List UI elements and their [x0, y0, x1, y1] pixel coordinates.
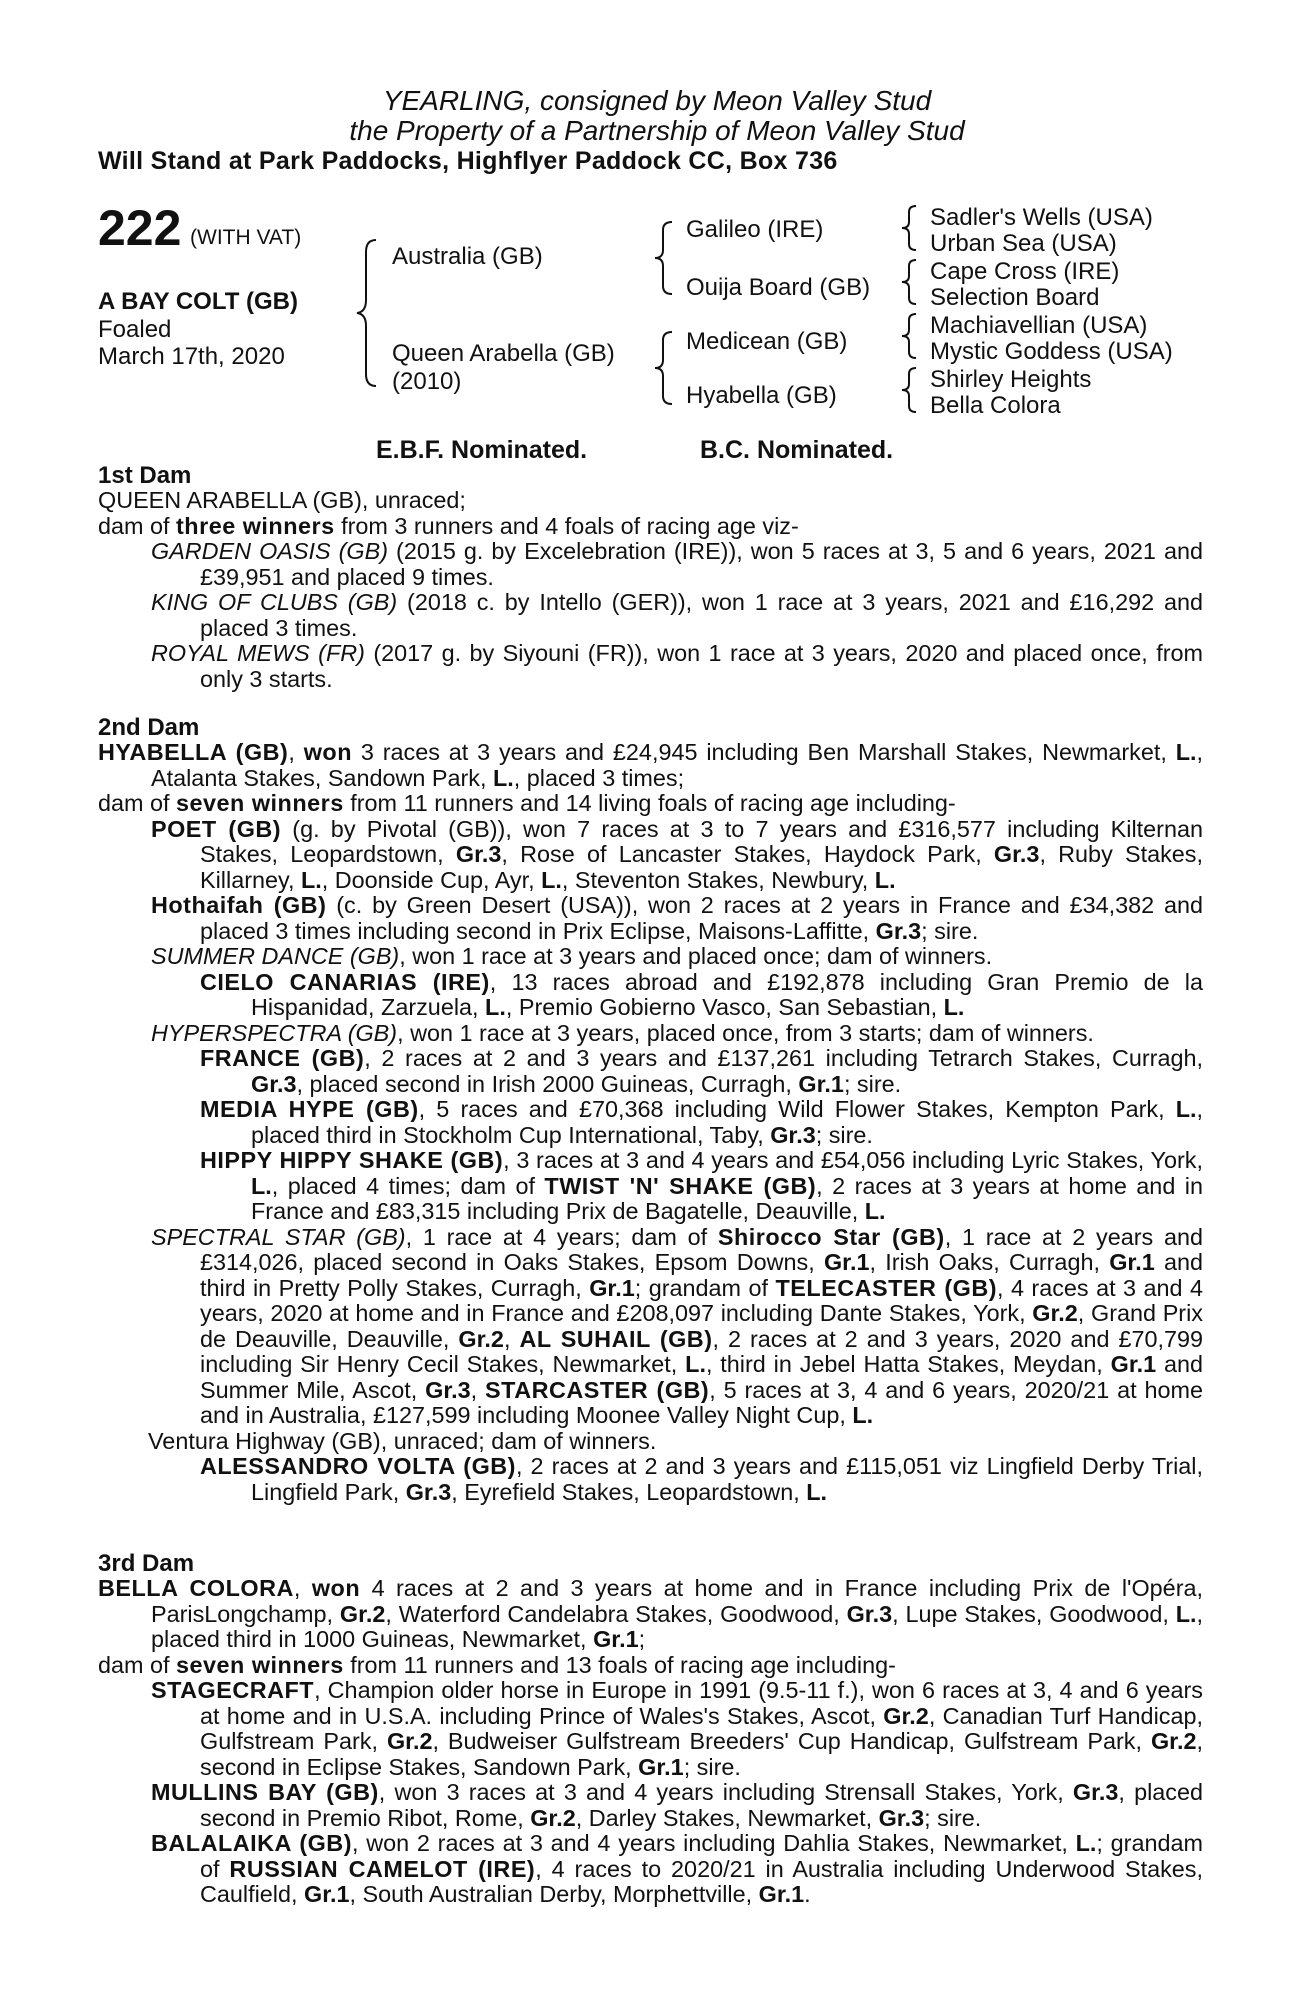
dam-sire-dam: Mystic Goddess (USA) [930, 338, 1173, 365]
brace-ouija-board [898, 258, 922, 306]
dam-dam-dam: Bella Colora [930, 392, 1061, 419]
dam-year: (2010) [392, 368, 462, 395]
produce-hyperspectra: HYPERSPECTRA (GB), won 1 race at 3 years, placed once, from 3 starts; dam of winners. [151, 1019, 1094, 1046]
sire-dam: Ouija Board (GB) [686, 274, 871, 301]
bc-nomination: B.C. Nominated. [700, 436, 894, 464]
produce-hippy-hippy-shake: HIPPY HIPPY SHAKE (GB), 3 races at 3 and 4 years and £54,056 including Lyric Stakes, York, L., placed 4 times; dam of TWIST 'N' SHAKE (GB), 2 races at 3 years at home and in France and £83,315 including Prix de Bagatelle, Deauville, L. [200, 1147, 1203, 1224]
brace-generation-1 [354, 238, 384, 388]
sire: Australia (GB) [392, 243, 543, 270]
sire-dam-sire: Cape Cross (IRE) [930, 258, 1120, 285]
dam: Queen Arabella (GB) [392, 340, 615, 367]
produce-media-hype: MEDIA HYPE (GB), 5 races and £70,368 including Wild Flower Stakes, Kempton Park, L., placed third in Stockholm Cup International, Taby, Gr.3; sire. [200, 1096, 1204, 1148]
lot-number: 222 [98, 200, 182, 256]
foaled-date: March 17th, 2020 [98, 343, 285, 370]
produce-poet: POET (GB) (g. by Pivotal (GB)), won 7 races at 3 to 7 years and £316,577 including Kilternan Stakes, Leopardstown, Gr.3, Rose of Lancaster Stakes, Haydock Park, Gr.3, Ruby Stakes, Killarney, L., Doonside Cup, Ayr, L., Steventon Stakes, Newbury, L. [151, 815, 1203, 893]
second-dam-title: 2nd Dam [98, 714, 200, 741]
second-dam-record: HYABELLA (GB), won 3 races at 3 years and £24,945 including Ben Marshall Stakes, Newmarket, L., Atalanta Stakes, Sandown Park, L., placed 3 times; [98, 739, 1204, 791]
produce-stagecraft: STAGECRAFT, Champion older horse in Europe in 1991 (9.5-11 f.), won 6 races at 3, 4 and 6 years at home and in U.S.A. including Prince of Wales's Stakes, Ascot, Gr.2, Canadian Turf Handicap, Gulfstream Park, Gr.2, Budweiser Gulfstream Breeders' Cup Handicap, Gulfstream Park, Gr.2, second in Eclipse Stakes, Sandown Park, Gr.1; sire. [151, 1677, 1203, 1780]
produce-spectral-star: SPECTRAL STAR (GB), 1 race at 4 years; dam of Shirocco Star (GB), 1 race at 2 years and £314,026, placed second in Oaks Stakes, Epsom Downs, Gr.1, Irish Oaks, Curragh, Gr.1 and third in Pretty Polly Stakes, Curragh, Gr.1; grandam of TELECASTER (GB), 4 races at 3 and 4 years, 2020 at home and in France and £208,097 including Dante Stakes, York, Gr.2, Grand Prix de Deauville, Deauville, Gr.2, AL SUHAIL (GB), 2 races at 2 and 3 years, 2020 and £70,799 including Sir Henry Cecil Stakes, Newmarket, L., third in Jebel Hatta Stakes, Meydan, Gr.1 and Summer Mile, Ascot, Gr.3, STARCASTER (GB), 5 races at 3, 4 and 6 years, 2020/21 at home and in Australia, £127,599 including Moonee Valley Night Cup, L. [151, 1223, 1204, 1428]
dam-sire-sire: Machiavellian (USA) [930, 312, 1148, 339]
produce-hothaifah: Hothaifah (GB) (c. by Green Desert (USA)), won 2 races at 2 years in France and £34,382 and placed 3 times including second in Prix Eclipse, Maisons-Laffitte, Gr.3; sire. [151, 892, 1204, 944]
ebf-nomination: E.B.F. Nominated. [376, 436, 588, 464]
sire-sire-sire: Sadler's Wells (USA) [930, 204, 1153, 231]
produce-ventura-highway: Ventura Highway (GB), unraced; dam of winners. [148, 1427, 657, 1454]
second-dam-section [98, 740, 1203, 1505]
brace-hyabella [898, 366, 922, 414]
third-dam-produce-summary: dam of seven winners from 11 runners and 13 foals of racing age including- [98, 1651, 896, 1678]
sire-sire-dam: Urban Sea (USA) [930, 230, 1117, 257]
first-dam-name: QUEEN ARABELLA (GB), unraced; [98, 487, 466, 513]
sire-dam-dam: Selection Board [930, 284, 1100, 311]
sire-sire: Galileo (IRE) [686, 216, 824, 243]
third-dam-title: 3rd Dam [98, 1550, 195, 1577]
brace-galileo [898, 204, 922, 252]
stand-location: Will Stand at Park Paddocks, Highflyer Paddock CC, Box 736 [98, 147, 838, 175]
third-dam-record: BELLA COLORA, won 4 races at 2 and 3 years at home and in France including Prix de l'Opéra, ParisLongchamp, Gr.2, Waterford Candelabra Stakes, Goodwood, Gr.3, Lupe Stakes, Goodwood, L., placed third in 1000 Guineas, Newmarket, Gr.1; [98, 1575, 1203, 1652]
produce-summer-dance: SUMMER DANCE (GB), won 1 race at 3 years and placed once; dam of winners. [151, 943, 993, 969]
foaled-label: Foaled [98, 316, 172, 343]
produce-king-of-clubs: KING OF CLUBS (GB) (2018 c. by Intello (GER)), won 1 race at 3 years, 2021 and £16,292 and placed 3 times. [151, 589, 1203, 641]
third-dam-section [98, 1576, 1203, 1908]
produce-cielo-canarias: CIELO CANARIAS (IRE), 13 races abroad and £192,878 including Gran Premio de la Hispanidad, Zarzuela, L., Premio Gobierno Vasco, San Sebastian, L. [200, 968, 1204, 1020]
dam-sire: Medicean (GB) [686, 328, 848, 355]
first-dam-title: 1st Dam [98, 462, 192, 489]
produce-garden-oasis: GARDEN OASIS (GB) (2015 g. by Excelebration (IRE)), won 5 races at 3, 5 and 6 years, 2021 and £39,951 and placed 9 times. [151, 538, 1203, 590]
produce-mullins-bay: MULLINS BAY (GB), won 3 races at 3 and 4 years including Strensall Stakes, York, Gr.3, placed second in Premio Ribot, Rome, Gr.2, Darley Stakes, Newmarket, Gr.3; sire. [151, 1779, 1203, 1831]
produce-royal-mews: ROYAL MEWS (FR) (2017 g. by Siyouni (FR)), won 1 race at 3 years, 2020 and placed once, from only 3 starts. [151, 640, 1203, 692]
lot-title: A BAY COLT (GB) [98, 288, 299, 315]
dam-dam: Hyabella (GB) [686, 382, 837, 409]
brace-dam [652, 330, 678, 406]
brace-medicean [898, 312, 922, 360]
dam-dam-sire: Shirley Heights [930, 366, 1092, 393]
consignor-line: YEARLING, consigned by Meon Valley Stud [382, 85, 932, 116]
produce-france: FRANCE (GB), 2 races at 2 and 3 years and £137,261 including Tetrarch Stakes, Curragh, Gr.3, placed second in Irish 2000 Guineas, Curragh, Gr.1; sire. [200, 1045, 1203, 1097]
produce-alessandro-volta: ALESSANDRO VOLTA (GB), 2 races at 2 and 3 years and £115,051 viz Lingfield Derby Trial, Lingfield Park, Gr.3, Eyrefield Stakes, Leopardstown, L. [200, 1453, 1203, 1505]
first-dam-produce-summary: dam of three winners from 3 runners and 4 foals of racing age viz- [98, 512, 799, 539]
second-dam-produce-summary: dam of seven winners from 11 runners and 14 living foals of racing age including- [98, 790, 956, 816]
brace-sire [652, 220, 678, 296]
property-line: the Property of a Partnership of Meon Valley Stud [349, 115, 965, 146]
vat-label: (WITH VAT) [190, 226, 302, 249]
first-dam-section [98, 488, 1203, 692]
produce-balalaika: BALALAIKA (GB), won 2 races at 3 and 4 years including Dahlia Stakes, Newmarket, L.; grandam of RUSSIAN CAMELOT (IRE), 4 races to 2020/21 in Australia including Underwood Stakes, Caulfield, Gr.1, South Australian Derby, Morphettville, Gr.1. [151, 1830, 1203, 1907]
